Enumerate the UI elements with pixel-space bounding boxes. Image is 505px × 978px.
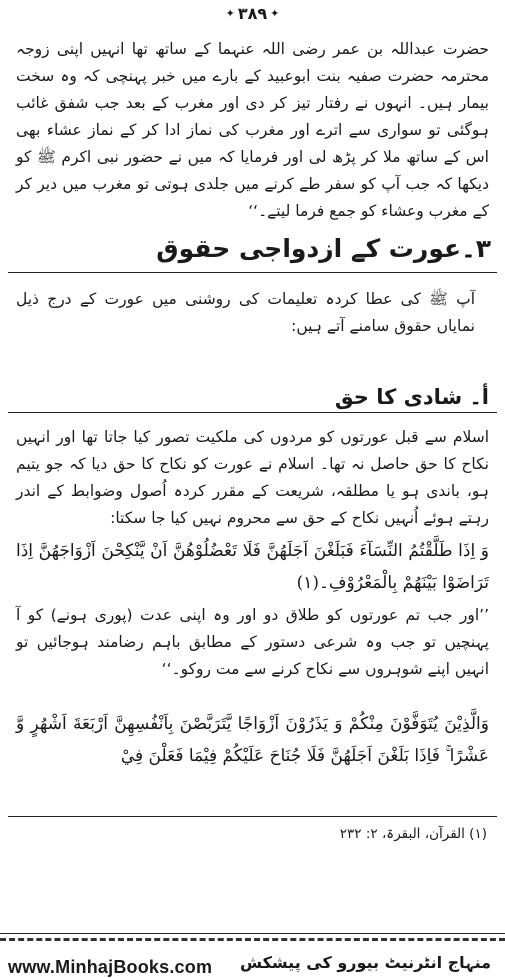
ornament-left-icon: ✦ — [225, 7, 235, 20]
paragraph-hadith-narration: حضرت عبداللہ بن عمر رضی اللہ عنہما کے ساتھ تھا انہیں اپنی زوجہ محترمہ حضرت صفیہ بنت ابوعبید کے بارے میں خبر پہنچی کہ وہ سخت بیمار ہیں۔ انہوں نے رفتار تیز کر دی اور مغرب کے بعد جب شفق غائب ہوگئی تو سواری سے اترے اور مغرب کی نماز ادا کر کے نماز عشاء بھی اس کے ساتھ ملا کر پڑھ لی اور فرمایا کہ میں نے حضور نبی اکرم ﷺ کو دیکھا کہ جب آپ کو سفر طے کرنے میں جلدی ہوتی تو مغرب میں دیر کر کے مغرب وعشاء کو جمع فرما لیتے۔‘‘ — [16, 40, 489, 220]
paragraph-intro: آپ ﷺ کی عطا کردہ تعلیمات کی روشنی میں عورت کے درج ذیل نمایاں حقوق سامنے آتے ہیں: — [16, 290, 475, 335]
footer-rule-dashed — [0, 938, 505, 941]
subsection-heading-underline — [8, 412, 497, 413]
section-heading: ۳۔عورت کے ازدواجی حقوق — [156, 234, 491, 263]
page-number-text: ۳۸۹ — [237, 4, 268, 23]
quran-verse-1: وَ اِذَا طَلَّقْتُمُ النِّسَآءَ فَبَلَغْنَ اَجَلَهُنَّ فَلَا تَعْضُلُوْهُنَّ اَنْ يَّنْكِحْنَ اَزْوَاجَهُنَّ اِذَا تَرَاضَوْا بَيْنَهُمْ بِالْمَعْرُوْفِ۔(۱) — [16, 541, 489, 593]
quran-verse-2: وَالَّذِيْنَ يُتَوَفَّوْنَ مِنْكُمْ وَ يَذَرُوْنَ اَزْوَاجًا يَّتَرَبَّصْنَ بِاَنْفُسِهِنَّ اَرْبَعَةَ اَشْهُرٍ وَّ عَشْرًا ۚ فَاِذَا بَلَغْنَ اَجَلَهُنَّ فَلَا جُنَاحَ عَلَيْكُمْ فِيْمَا فَعَلْنَ فِيْ — [16, 714, 489, 766]
subsection-heading: أ۔ شادی کا حق — [334, 385, 489, 409]
publisher-credit: منہاج انٹرنیٹ بیورو کی پیشکش — [239, 953, 491, 972]
website-link[interactable]: www.MinhajBooks.com — [8, 957, 213, 977]
footer-rule-top — [0, 933, 505, 934]
footnote: (۱) القرآن، البقرۃ، ۲: ۲۳۲ — [339, 826, 487, 842]
ornament-right-icon: ✦ — [270, 7, 280, 20]
footnote-separator — [8, 816, 497, 817]
paragraph-marriage-right: اسلام سے قبل عورتوں کو مردوں کی ملکیت تصور کیا جاتا تھا اور انہیں نکاح کا حق حاصل نہ تھا۔ اسلام نے عورت کو نکاح کا حق دیا کہ جو یتیم ہو، باندی ہو یا مطلقہ، شریعت کے مقرر کردہ اُصول وضوابط کے اندر رہتے ہوئے اُنہیں نکاح کے حق سے محروم نہیں کیا جا سکتا: — [16, 428, 489, 527]
page-number — [0, 4, 505, 23]
section-heading-underline — [8, 272, 497, 273]
paragraph-translation: ’’اور جب تم عورتوں کو طلاق دو اور وہ اپنی عدت (پوری ہونے) کو آ پہنچیں تو جب وہ شرعی دستور کے مطابق باہم رضامند ہوجائیں تو انہیں اپنے شوہروں سے نکاح کرنے سے مت روکو۔‘‘ — [16, 606, 489, 678]
